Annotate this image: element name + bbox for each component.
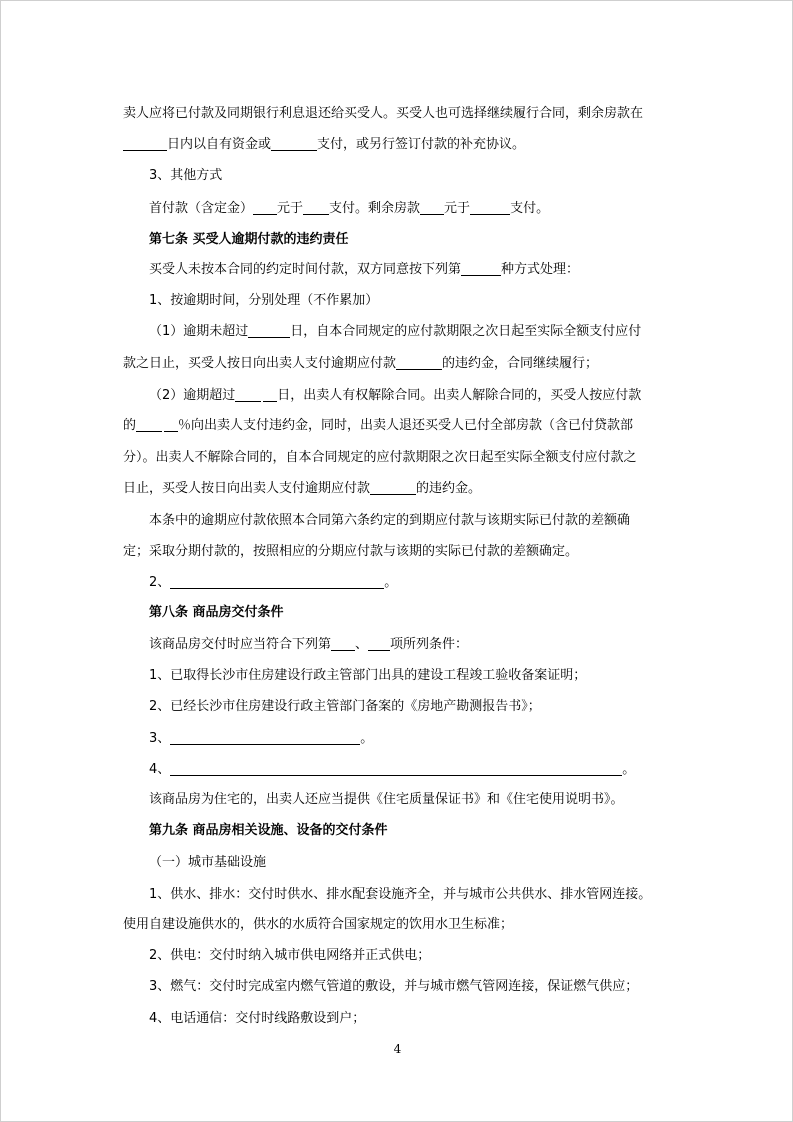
text-line: 款之日止，买受人按日向出卖人支付逾期应付款 的违约金，合同继续履行；: [123, 356, 599, 371]
text-line: 1、供水、排水：交付时供水、排水配套设施齐全，并与城市公共供水、排水管网连接。: [149, 887, 652, 902]
text-line: 4、 。: [149, 762, 636, 777]
text-line: 日止，买受人按日向出卖人支付逾期应付款 的违约金。: [123, 481, 482, 496]
text-line: 定；采取分期付款的，按照相应的分期应付款与该期的实际已付款的差额确定。: [123, 544, 579, 559]
text-line: （一）城市基础设施: [149, 855, 267, 870]
blank-field: [461, 262, 501, 276]
text-line: 2、已经长沙市住房建设行政主管部门备案的《房地产勘测报告书》；: [149, 699, 541, 714]
text-line: 4、电话通信：交付时线路敷设到户；: [149, 1011, 366, 1026]
blank-field: [164, 418, 178, 432]
text-line: 该商品房为住宅的，出卖人还应当提供《住宅质量保证书》和《住宅使用说明书》。: [149, 792, 624, 807]
blank-field: [396, 356, 442, 370]
text-line: 3、燃气：交付时完成室内燃气管道的敷设，并与城市燃气管网连接，保证燃气供应；: [149, 979, 639, 994]
blank-field: [170, 762, 622, 776]
text-line: 使用自建设施供水的，供水的水质符合国家规定的饮用水卫生标准；: [123, 917, 514, 932]
section-heading: 第七条 买受人逾期付款的违约责任: [149, 232, 349, 247]
text-line: 本条中的逾期应付款依照本合同第六条约定的到期应付款与该期实际已付款的差额确: [149, 513, 631, 528]
text-line: 该商品房交付时应当符合下列第 、 项所列条件：: [149, 637, 469, 652]
text-line: 分）。出卖人不解除合同的，自本合同规定的应付款期限之次日起至实际全额支付应付款之: [123, 450, 637, 465]
blank-field: [235, 388, 261, 402]
blank-field: [303, 201, 329, 215]
blank-field: [170, 575, 384, 589]
text-line: （2）逾期超过 日，出卖人有权解除合同。出卖人解除合同的，买受人按应付款: [149, 388, 642, 403]
section-heading: 第九条 商品房相关设施、设备的交付条件: [149, 823, 388, 838]
blank-field: [271, 137, 317, 151]
blank-field: [136, 418, 162, 432]
text-line: 2、供电：交付时纳入城市供电网络并正式供电；: [149, 948, 431, 963]
text-line: （1）逾期未超过 日，自本合同规定的应付款期限之次日起至实际全额支付应付: [149, 324, 642, 339]
blank-field: [263, 388, 277, 402]
text-line: 买受人未按本合同的约定时间付款，双方同意按下列第 种方式处理：: [149, 262, 580, 277]
text-line: 3、 。: [149, 731, 374, 746]
blank-field: [123, 137, 167, 151]
text-line: 的 ％向出卖人支付违约金，同时，出卖人退还买受人已付全部房款（含已付贷款部: [123, 418, 634, 433]
page-number: 4: [393, 1042, 402, 1056]
text-line: 2、 。: [149, 575, 398, 590]
text-line: 3、其他方式: [149, 168, 223, 183]
section-heading: 第八条 商品房交付条件: [149, 605, 284, 620]
blank-field: [470, 201, 510, 215]
blank-field: [368, 637, 390, 651]
blank-field: [253, 201, 277, 215]
blank-field: [331, 637, 355, 651]
blank-field: [420, 201, 444, 215]
blank-field: [170, 731, 360, 745]
text-line: 日内以自有资金或 支付，或另行签订付款的补充协议。: [123, 136, 525, 154]
blank-field: [370, 481, 416, 495]
blank-field: [248, 324, 290, 338]
text-line: 1、按逾期时间，分别处理（不作累加）: [149, 293, 379, 308]
text-line: 卖人应将已付款及同期银行利息退还给买受人。买受人也可选择继续履行合同，剩余房款在: [123, 106, 644, 121]
text-line: 首付款（含定金） 元于 支付。剩余房款 元于 支付。: [149, 201, 550, 216]
text-line: 1、已取得长沙市住房建设行政主管部门出具的建设工程竣工验收备案证明；: [149, 668, 587, 683]
